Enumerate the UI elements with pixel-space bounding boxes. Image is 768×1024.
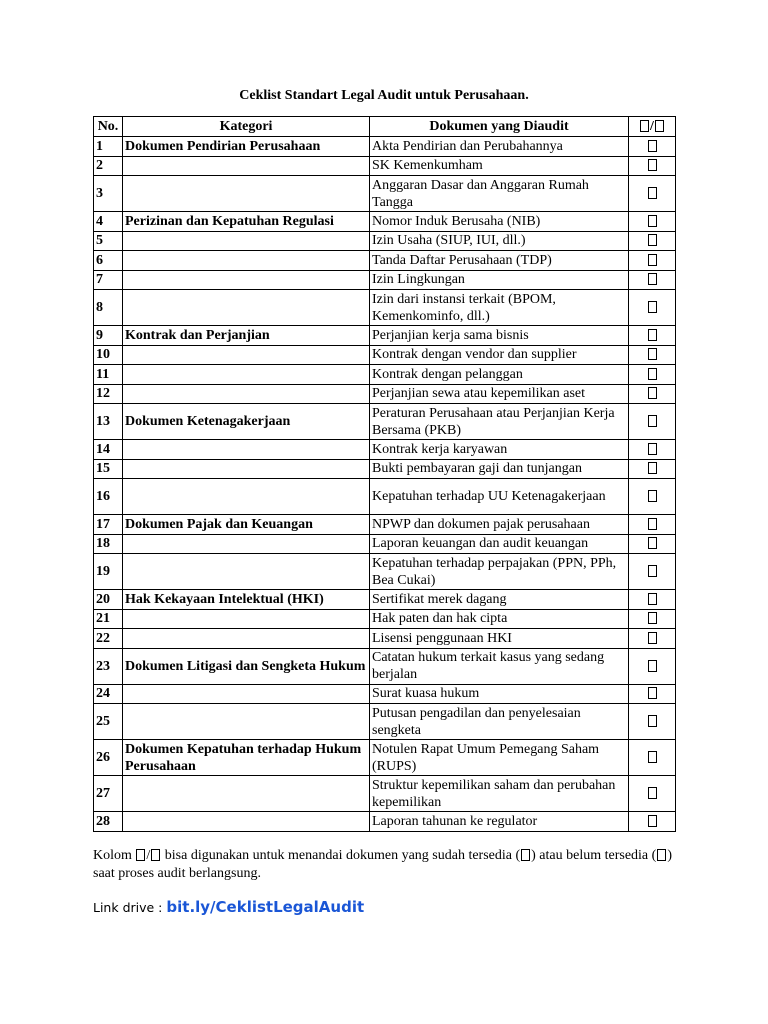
row-number: 11 <box>94 365 123 385</box>
note-separator: / <box>146 848 151 863</box>
row-status-checkbox[interactable] <box>629 440 676 460</box>
row-status-checkbox[interactable] <box>629 176 676 212</box>
row-number: 2 <box>94 156 123 176</box>
table-row <box>94 365 676 385</box>
note-text: bisa digunakan untuk menandai dokumen yang sudah tersedia ( <box>164 848 521 863</box>
table-row <box>94 629 676 649</box>
document-title: Ceklist Standart Legal Audit untuk Perusahaan. <box>239 88 529 103</box>
row-dokumen: Perjanjian sewa atau kepemilikan aset <box>370 384 629 404</box>
header-no: No. <box>94 117 123 137</box>
row-dokumen: Hak paten dan hak cipta <box>370 609 629 629</box>
checklist-table <box>93 116 676 832</box>
table-row <box>94 812 676 832</box>
header-status-separator: / <box>650 119 654 134</box>
row-kategori <box>123 176 370 212</box>
row-kategori: Dokumen Ketenagakerjaan <box>123 404 370 440</box>
row-kategori <box>123 384 370 404</box>
row-number: 26 <box>94 740 123 776</box>
row-number: 8 <box>94 290 123 326</box>
row-number: 12 <box>94 384 123 404</box>
row-dokumen: Surat kuasa hukum <box>370 684 629 704</box>
row-status-checkbox[interactable] <box>629 629 676 649</box>
row-dokumen: Struktur kepemilikan saham dan perubahan kepemilikan <box>370 776 629 812</box>
row-dokumen: Kepatuhan terhadap UU Ketenagakerjaan <box>370 479 629 515</box>
checkbox-glyph-icon <box>640 120 649 132</box>
table-row <box>94 534 676 554</box>
header-dokumen: Dokumen yang Diaudit <box>370 117 629 137</box>
checkbox-glyph-icon <box>136 849 145 861</box>
row-dokumen: Notulen Rapat Umum Pemegang Saham (RUPS) <box>370 740 629 776</box>
table-row <box>94 176 676 212</box>
row-kategori <box>123 776 370 812</box>
table-row <box>94 212 676 232</box>
row-number: 6 <box>94 251 123 271</box>
row-dokumen: Kepatuhan terhadap perpajakan (PPN, PPh, Bea Cukai) <box>370 554 629 590</box>
row-status-checkbox[interactable] <box>629 812 676 832</box>
table-row <box>94 704 676 740</box>
row-status-checkbox[interactable] <box>629 515 676 535</box>
checkbox-glyph-icon <box>151 849 160 861</box>
row-number: 15 <box>94 459 123 479</box>
table-row <box>94 459 676 479</box>
checkbox-glyph-icon <box>657 849 666 861</box>
checkbox-glyph-icon <box>648 273 657 285</box>
row-dokumen: Lisensi penggunaan HKI <box>370 629 629 649</box>
table-row <box>94 590 676 610</box>
row-number: 25 <box>94 704 123 740</box>
row-status-checkbox[interactable] <box>629 290 676 326</box>
row-dokumen: Catatan hukum terkait kasus yang sedang berjalan <box>370 648 629 684</box>
checkbox-glyph-icon <box>648 348 657 360</box>
row-kategori: Dokumen Pajak dan Keuangan <box>123 515 370 535</box>
row-number: 17 <box>94 515 123 535</box>
row-kategori <box>123 629 370 649</box>
row-kategori <box>123 251 370 271</box>
drive-label: Link drive : <box>93 900 163 915</box>
checkbox-glyph-icon <box>648 565 657 577</box>
checkbox-glyph-icon <box>648 329 657 341</box>
checkbox-glyph-icon <box>648 632 657 644</box>
checkbox-glyph-icon <box>648 787 657 799</box>
row-number: 20 <box>94 590 123 610</box>
table-row <box>94 515 676 535</box>
row-kategori <box>123 365 370 385</box>
row-kategori <box>123 534 370 554</box>
table-row <box>94 345 676 365</box>
row-dokumen: Izin dari instansi terkait (BPOM, Kemenkominfo, dll.) <box>370 290 629 326</box>
note-text: Kolom <box>93 848 132 863</box>
table-row <box>94 384 676 404</box>
table-row <box>94 684 676 704</box>
row-status-checkbox[interactable] <box>629 590 676 610</box>
row-status-checkbox[interactable] <box>629 212 676 232</box>
row-status-checkbox[interactable] <box>629 384 676 404</box>
row-number: 19 <box>94 554 123 590</box>
row-kategori <box>123 156 370 176</box>
row-status-checkbox[interactable] <box>629 326 676 346</box>
checkbox-glyph-icon <box>648 687 657 699</box>
row-number: 18 <box>94 534 123 554</box>
row-kategori <box>123 290 370 326</box>
checkbox-glyph-icon <box>648 415 657 427</box>
row-status-checkbox[interactable] <box>629 609 676 629</box>
row-dokumen: Izin Usaha (SIUP, IUI, dll.) <box>370 231 629 251</box>
row-dokumen: Sertifikat merek dagang <box>370 590 629 610</box>
table-row <box>94 648 676 684</box>
table-row <box>94 326 676 346</box>
checkbox-glyph-icon <box>648 187 657 199</box>
row-status-checkbox[interactable] <box>629 534 676 554</box>
row-status-checkbox[interactable] <box>629 270 676 290</box>
row-kategori <box>123 609 370 629</box>
row-kategori: Dokumen Kepatuhan terhadap Hukum Perusahaan <box>123 740 370 776</box>
checkbox-glyph-icon <box>648 234 657 246</box>
row-status-checkbox[interactable] <box>629 479 676 515</box>
table-row <box>94 156 676 176</box>
row-kategori: Kontrak dan Perjanjian <box>123 326 370 346</box>
row-status-checkbox[interactable] <box>629 740 676 776</box>
table-row <box>94 137 676 157</box>
table-row <box>94 404 676 440</box>
row-status-checkbox[interactable] <box>629 554 676 590</box>
row-dokumen: Kontrak kerja karyawan <box>370 440 629 460</box>
checkbox-glyph-icon <box>648 254 657 266</box>
checkbox-glyph-icon <box>648 715 657 727</box>
row-dokumen: Putusan pengadilan dan penyelesaian sengketa <box>370 704 629 740</box>
table-header-row <box>94 117 676 137</box>
row-number: 1 <box>94 137 123 157</box>
row-kategori <box>123 459 370 479</box>
checkbox-glyph-icon <box>648 537 657 549</box>
row-dokumen: Kontrak dengan pelanggan <box>370 365 629 385</box>
row-kategori: Perizinan dan Kepatuhan Regulasi <box>123 212 370 232</box>
row-number: 21 <box>94 609 123 629</box>
row-kategori <box>123 812 370 832</box>
checkbox-glyph-icon <box>648 368 657 380</box>
checkbox-glyph-icon <box>648 159 657 171</box>
row-number: 10 <box>94 345 123 365</box>
row-dokumen: Laporan keuangan dan audit keuangan <box>370 534 629 554</box>
row-dokumen: NPWP dan dokumen pajak perusahaan <box>370 515 629 535</box>
row-number: 24 <box>94 684 123 704</box>
checkbox-glyph-icon <box>648 462 657 474</box>
row-kategori: Hak Kekayaan Intelektual (HKI) <box>123 590 370 610</box>
row-number: 13 <box>94 404 123 440</box>
drive-link[interactable]: bit.ly/CeklistLegalAudit <box>166 898 365 916</box>
row-kategori <box>123 479 370 515</box>
row-status-checkbox[interactable] <box>629 345 676 365</box>
row-kategori: Dokumen Litigasi dan Sengketa Hukum <box>123 648 370 684</box>
row-number: 22 <box>94 629 123 649</box>
note-text: ) atau belum tersedia ( <box>531 848 657 863</box>
row-dokumen: Izin Lingkungan <box>370 270 629 290</box>
header-kategori: Kategori <box>123 117 370 137</box>
checkbox-glyph-icon <box>648 443 657 455</box>
table-row <box>94 231 676 251</box>
drive-link-line <box>93 897 364 918</box>
row-number: 3 <box>94 176 123 212</box>
row-status-checkbox[interactable] <box>629 137 676 157</box>
row-status-checkbox[interactable] <box>629 684 676 704</box>
table-row <box>94 776 676 812</box>
row-dokumen: Perjanjian kerja sama bisnis <box>370 326 629 346</box>
checkbox-glyph-icon <box>648 140 657 152</box>
row-number: 23 <box>94 648 123 684</box>
row-dokumen: Kontrak dengan vendor dan supplier <box>370 345 629 365</box>
checkbox-glyph-icon <box>648 751 657 763</box>
row-number: 14 <box>94 440 123 460</box>
row-status-checkbox[interactable] <box>629 704 676 740</box>
checkbox-glyph-icon <box>648 593 657 605</box>
row-kategori <box>123 270 370 290</box>
table-row <box>94 290 676 326</box>
row-dokumen: Peraturan Perusahaan atau Perjanjian Kerja Bersama (PKB) <box>370 404 629 440</box>
checkbox-glyph-icon <box>648 518 657 530</box>
table-row <box>94 251 676 271</box>
table-row <box>94 440 676 460</box>
checkbox-glyph-icon <box>648 815 657 827</box>
row-number: 7 <box>94 270 123 290</box>
row-dokumen: SK Kemenkumham <box>370 156 629 176</box>
row-dokumen: Bukti pembayaran gaji dan tunjangan <box>370 459 629 479</box>
table-row <box>94 479 676 515</box>
checkbox-glyph-icon <box>648 612 657 624</box>
row-status-checkbox[interactable] <box>629 459 676 479</box>
table-row <box>94 609 676 629</box>
checkbox-glyph-icon <box>648 490 657 502</box>
row-status-checkbox[interactable] <box>629 251 676 271</box>
row-status-checkbox[interactable] <box>629 231 676 251</box>
row-number: 27 <box>94 776 123 812</box>
checkbox-glyph-icon <box>648 387 657 399</box>
row-kategori <box>123 704 370 740</box>
row-kategori <box>123 231 370 251</box>
table-row <box>94 740 676 776</box>
row-number: 28 <box>94 812 123 832</box>
checkbox-glyph-icon <box>648 301 657 313</box>
row-dokumen: Laporan tahunan ke regulator <box>370 812 629 832</box>
checkbox-glyph-icon <box>648 215 657 227</box>
table-row <box>94 554 676 590</box>
row-kategori <box>123 345 370 365</box>
row-kategori <box>123 554 370 590</box>
usage-note <box>93 847 673 883</box>
row-dokumen: Anggaran Dasar dan Anggaran Rumah Tangga <box>370 176 629 212</box>
table-row <box>94 270 676 290</box>
row-number: 9 <box>94 326 123 346</box>
row-status-checkbox[interactable] <box>629 776 676 812</box>
row-status-checkbox[interactable] <box>629 365 676 385</box>
note-text: ) saat proses audit berlangsung. <box>93 848 672 881</box>
row-dokumen: Nomor Induk Berusaha (NIB) <box>370 212 629 232</box>
row-kategori <box>123 440 370 460</box>
checkbox-glyph-icon <box>655 120 664 132</box>
row-status-checkbox[interactable] <box>629 648 676 684</box>
checkbox-glyph-icon <box>521 849 530 861</box>
row-number: 16 <box>94 479 123 515</box>
row-dokumen: Akta Pendirian dan Perubahannya <box>370 137 629 157</box>
checkbox-glyph-icon <box>648 660 657 672</box>
row-status-checkbox[interactable] <box>629 404 676 440</box>
row-kategori: Dokumen Pendirian Perusahaan <box>123 137 370 157</box>
row-dokumen: Tanda Daftar Perusahaan (TDP) <box>370 251 629 271</box>
row-status-checkbox[interactable] <box>629 156 676 176</box>
row-number: 4 <box>94 212 123 232</box>
row-kategori <box>123 684 370 704</box>
header-status <box>629 117 676 137</box>
row-number: 5 <box>94 231 123 251</box>
